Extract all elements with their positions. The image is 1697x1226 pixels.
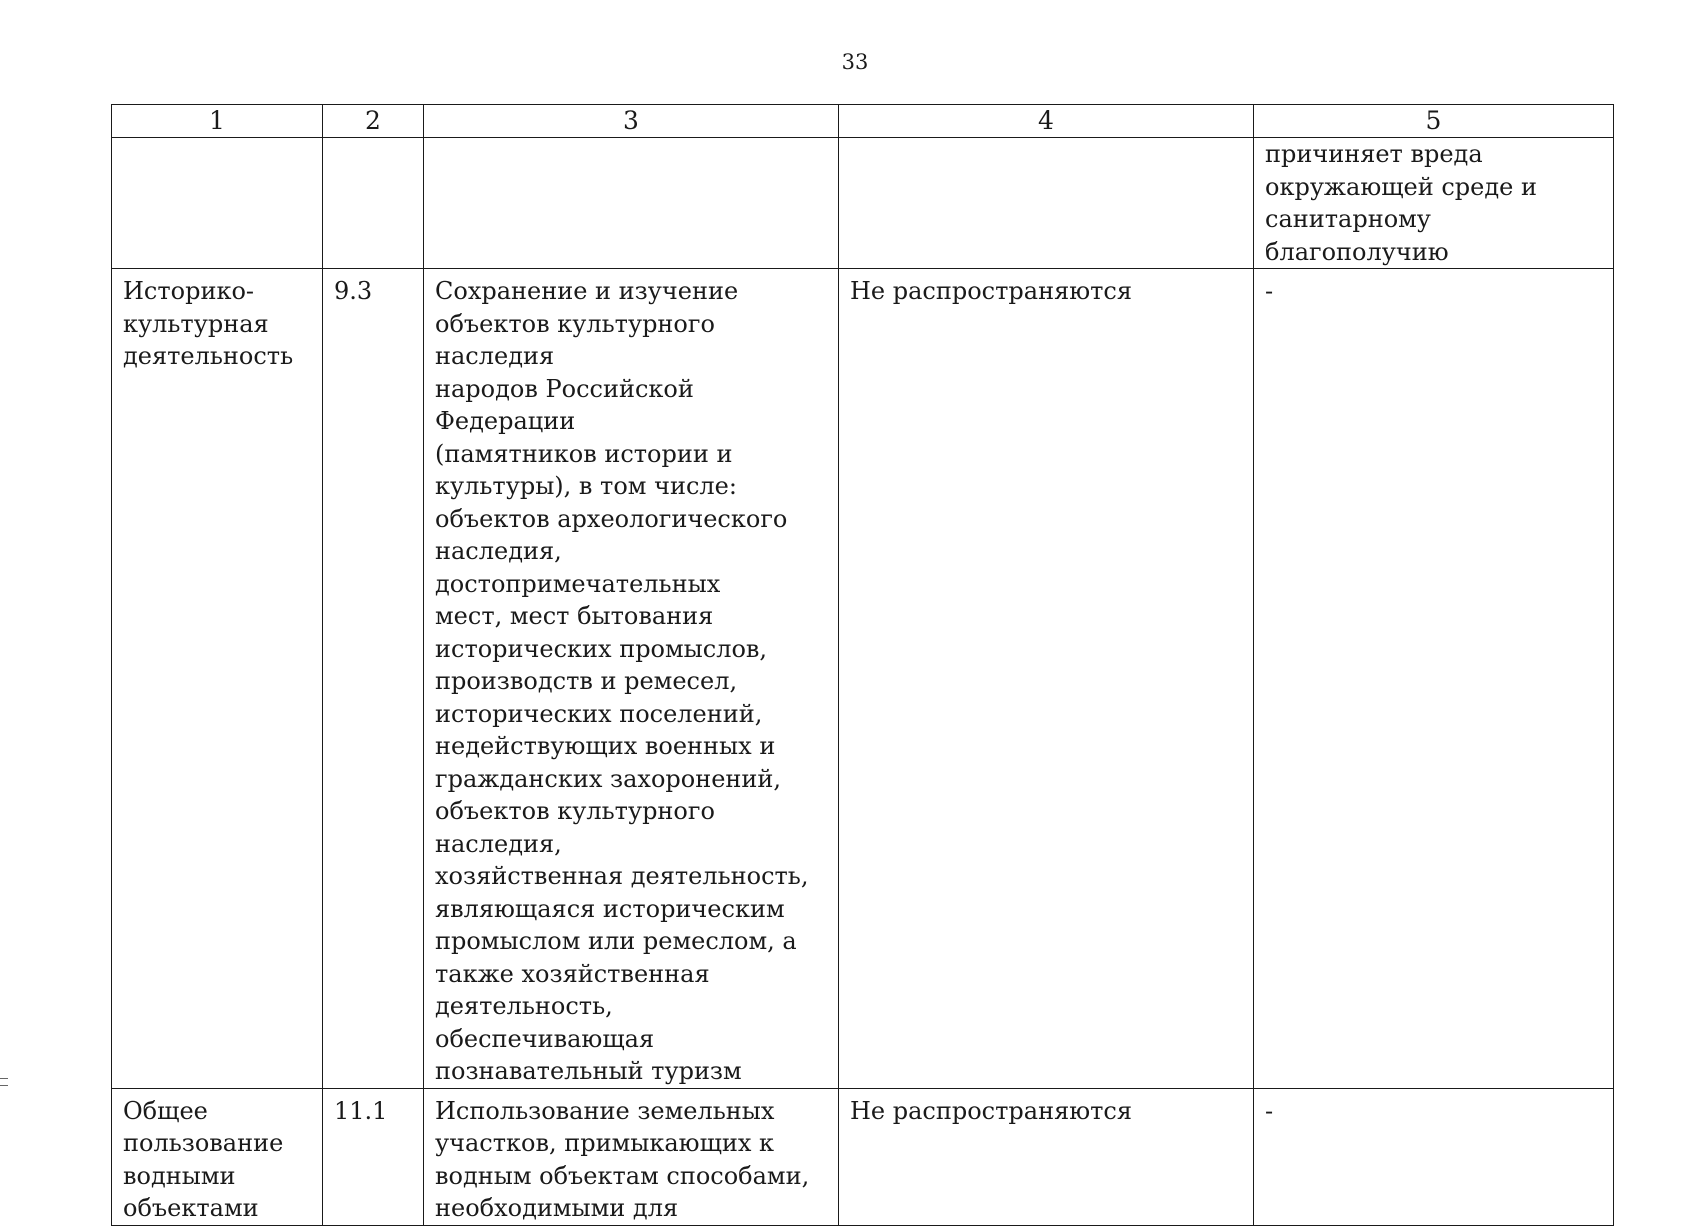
cell-empty [839, 138, 1254, 269]
cell-note-continuation: причиняет вреда окружающей среде и санитарному благополучию [1254, 138, 1614, 269]
table-row [112, 1088, 1614, 1225]
table-row [112, 269, 1614, 1089]
column-header-5: 5 [1254, 105, 1614, 138]
cell-regulation: Не распространяются [839, 269, 1254, 1089]
cell-empty [424, 138, 839, 269]
cell-use-name: Историко- культурная деятельность [112, 269, 323, 1089]
cell-regulation: Не распространяются [839, 1088, 1254, 1225]
land-use-table [111, 104, 1614, 1226]
cell-empty [112, 138, 323, 269]
cell-use-description: Использование земельных участков, примыкающих к водным объектам способами, необходимыми для [424, 1088, 839, 1225]
table-header-row [112, 105, 1614, 138]
cell-use-code: 11.1 [323, 1088, 424, 1225]
scan-edge-mark [0, 1078, 8, 1086]
cell-use-code: 9.3 [323, 269, 424, 1089]
column-header-1: 1 [112, 105, 323, 138]
cell-use-name: Общее пользование водными объектами [112, 1088, 323, 1225]
column-header-2: 2 [323, 105, 424, 138]
table-row-continuation [112, 138, 1614, 269]
page-number: 33 [841, 50, 869, 74]
column-header-3: 3 [424, 105, 839, 138]
cell-use-description: Сохранение и изучение объектов культурного наследия народов Российской Федерации (памятников истории и культуры), в том числе: объектов археологического наследия, достопримечательных мест, мест бытования исторических промыслов, производств и ремесел, исторических поселений, недействующих военных и гражданских захоронений, объектов культурного наследия, хозяйственная деятельность, являющаяся историческим промыслом или ремеслом, а также хозяйственная деятельность, обеспечивающая познавательный туризм [424, 269, 839, 1089]
column-header-4: 4 [839, 105, 1254, 138]
cell-note: - [1254, 269, 1614, 1089]
cell-note: - [1254, 1088, 1614, 1225]
cell-empty [323, 138, 424, 269]
